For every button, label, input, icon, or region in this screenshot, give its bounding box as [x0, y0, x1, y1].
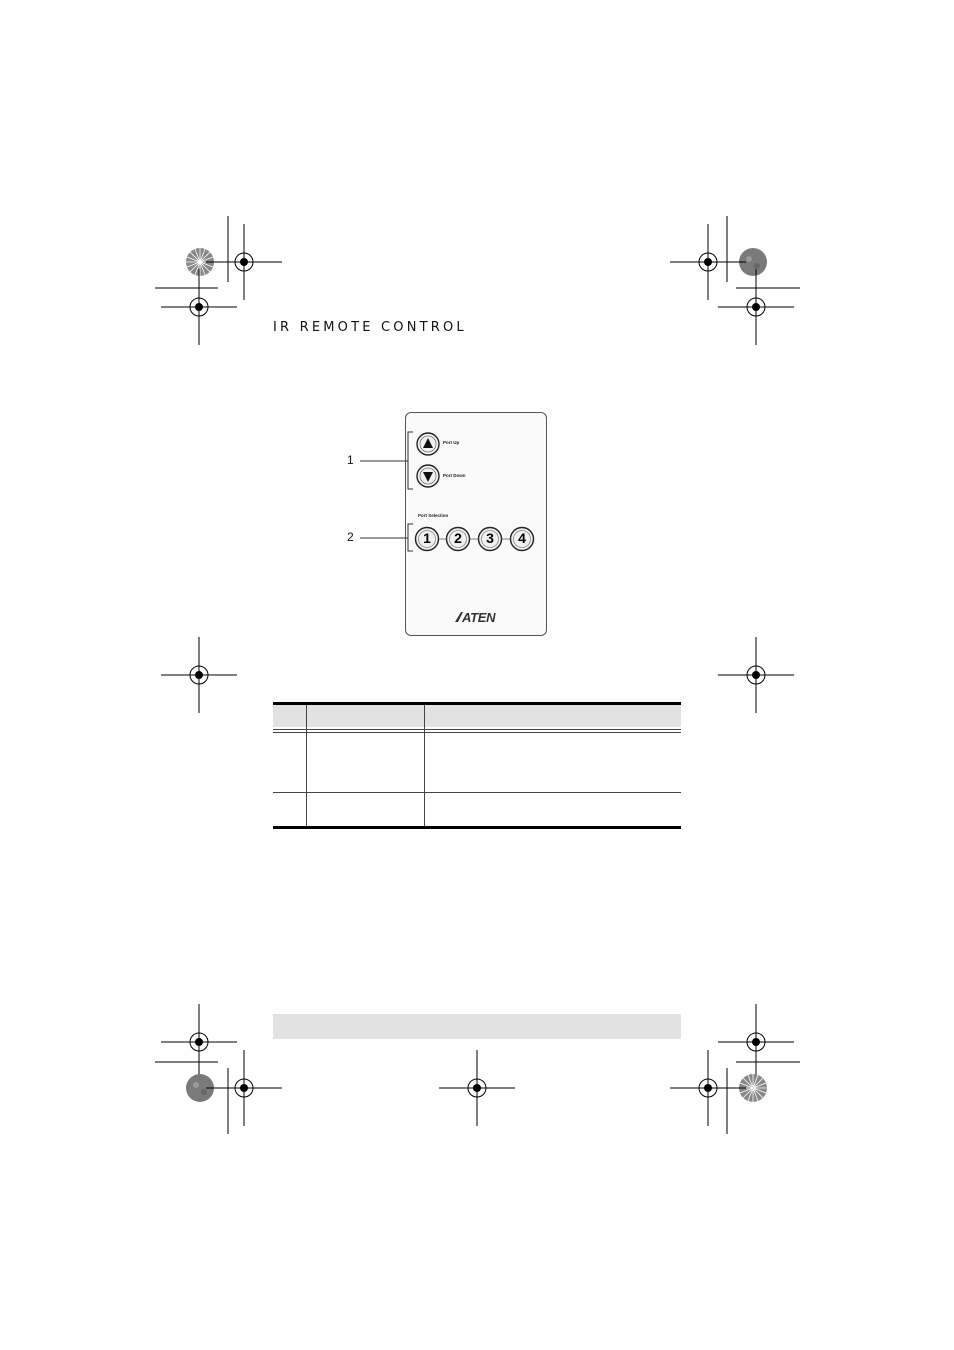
aten-logo: ATEN — [462, 610, 496, 625]
table-bottom-rule — [273, 826, 681, 829]
port-button-1[interactable]: 1 — [423, 530, 431, 546]
port-button-4[interactable]: 4 — [518, 530, 526, 546]
port-up-button[interactable] — [417, 433, 439, 455]
table-header — [273, 705, 681, 727]
port-up-label: Port Up — [443, 440, 460, 445]
port-down-button[interactable] — [417, 465, 439, 487]
table-row-divider — [273, 792, 681, 793]
port-down-label: Port Down — [443, 473, 466, 478]
callout-2: 2 — [347, 530, 354, 544]
port-button-3[interactable]: 3 — [486, 530, 494, 546]
port-button-2[interactable]: 2 — [454, 530, 462, 546]
footer-bar — [273, 1014, 681, 1039]
port-selection-label: Port Selection — [418, 513, 449, 518]
section-title: IR REMOTE CONTROL — [273, 320, 467, 335]
callout-1: 1 — [347, 453, 354, 467]
table-header-rule — [273, 732, 681, 733]
table-header-rule — [273, 729, 681, 730]
table-column-divider — [306, 705, 307, 826]
table-column-divider — [424, 705, 425, 826]
